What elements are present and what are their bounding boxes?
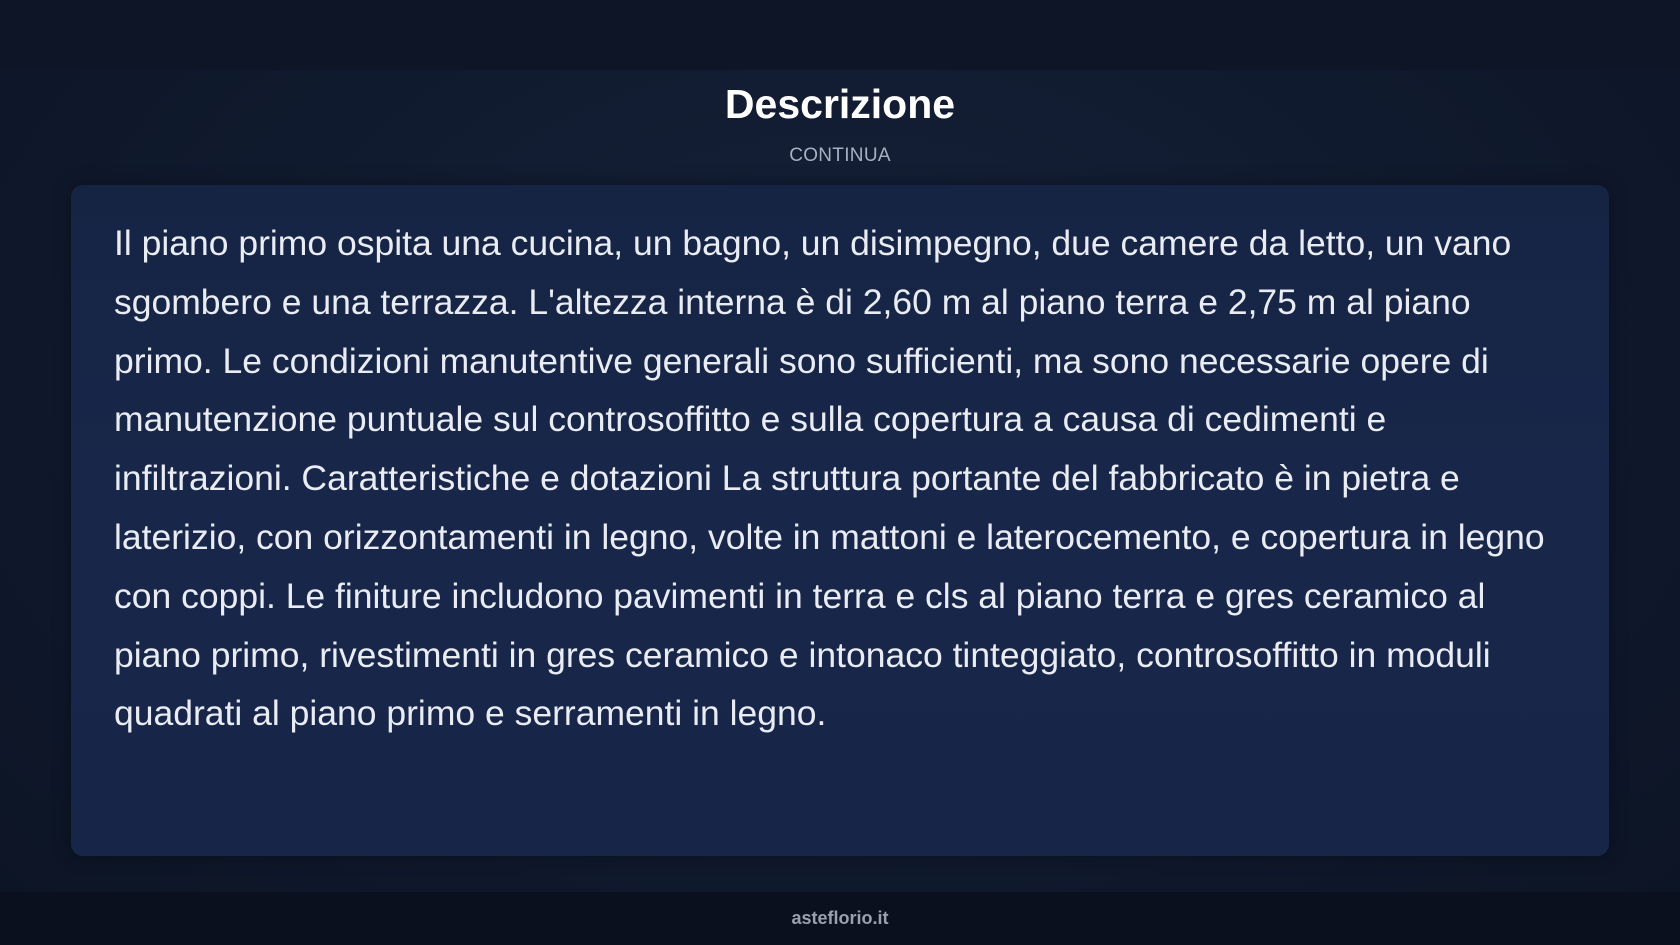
page-header <box>0 78 1680 168</box>
page-subtitle: CONTINUA <box>789 145 891 166</box>
footer <box>0 892 1680 945</box>
description-text: Il piano primo ospita una cucina, un bagno, un disimpegno, due camere da letto, un vano sgombero e una terrazza. L'altezza interna è di 2,60 m al piano terra e 2,75 m al piano primo. Le condizioni manutentive generali sono sufficienti, ma sono necessarie opere di manutenzione puntuale sul controsoffitto e sulla copertura a causa di cedimenti e infiltrazioni. Caratteristiche e dotazioni La struttura portante del fabbricato è in pietra e laterizio, con orizzontamenti in legno, volte in mattoni e laterocemento, e copertura in legno con coppi. Le finiture includono pavimenti in terra e cls al piano terra e gres ceramico al piano primo, rivestimenti in gres ceramico e intonaco tinteggiato, controsoffitto in moduli quadrati al piano primo e serramenti in legno. <box>114 223 1545 734</box>
footer-site-label: asteflorio.it <box>791 908 889 928</box>
page-title: Descrizione <box>724 81 956 127</box>
top-band <box>0 0 1680 70</box>
description-card <box>71 185 1609 856</box>
